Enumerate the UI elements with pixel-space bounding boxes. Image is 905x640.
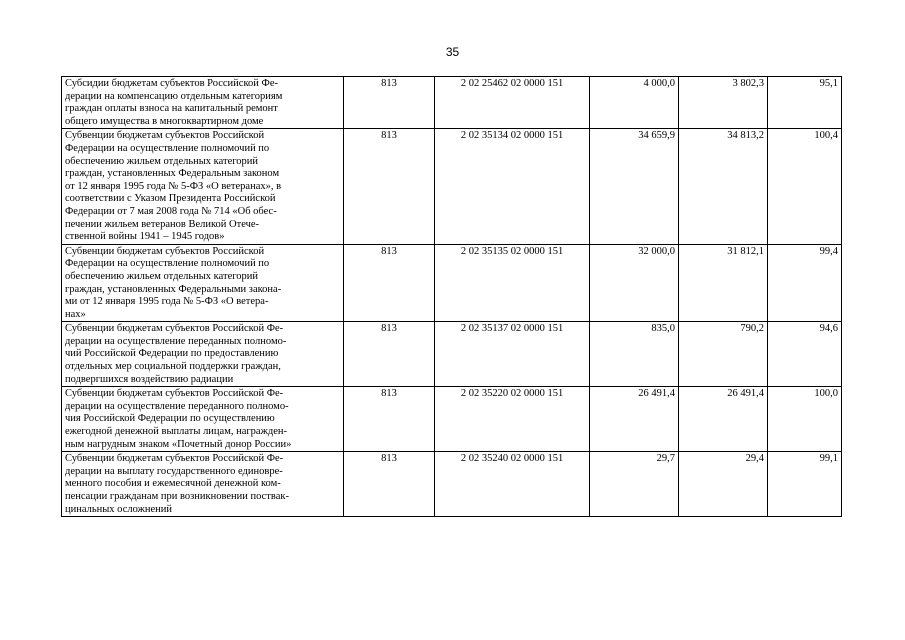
plan-amount-cell: 835,0 (590, 322, 679, 387)
description-line: отдельных мер социальной поддержки граждан, (65, 361, 281, 373)
execution-percent-cell: 95,1 (768, 77, 842, 129)
execution-percent-cell: 99,4 (768, 244, 842, 322)
description-line: Субвенции бюджетам субъектов Российской Фе- (65, 323, 284, 335)
execution-percent-cell: 100,4 (768, 129, 842, 244)
income-description (62, 387, 344, 452)
description-line: Субвенции бюджетам субъектов Российской Фе- (65, 388, 284, 400)
table-row (62, 452, 842, 517)
description-line: Субвенции бюджетам субъектов Российской (65, 245, 265, 257)
execution-percent-cell: 99,1 (768, 452, 842, 517)
description-line: общего имущества в многоквартирном доме (65, 115, 264, 127)
budget-classification-code-cell: 2 02 35137 02 0000 151 (435, 322, 590, 387)
description-line: Субсидии бюджетам субъектов Российской Фе- (65, 78, 278, 89)
table-row (62, 387, 842, 452)
actual-amount-cell: 29,4 (679, 452, 768, 517)
description-line: нах» (65, 308, 86, 320)
description-line: обеспечению жильем отдельных категорий (65, 270, 259, 282)
plan-amount-cell: 34 659,9 (590, 129, 679, 244)
description-line: дерации на осуществление переданных полномо- (65, 335, 287, 347)
description-line: Федерации от 7 мая 2008 года № 714 «Об обес- (65, 205, 277, 217)
description-line: ным нагрудным знаком «Почетный донор России» (65, 438, 292, 450)
admin-code-cell: 813 (344, 387, 435, 452)
description-line: чия Российской Федерации по осуществлению (65, 413, 275, 425)
description-line: Федерации на осуществление полномочий по (65, 142, 270, 154)
description-line: дерации на осуществление переданного полномо- (65, 400, 289, 412)
description-line: менного пособия и ежемесячной денежной ком- (65, 478, 281, 490)
description-line: ственной войны 1941 – 1945 годов» (65, 231, 225, 243)
execution-percent-cell: 94,6 (768, 322, 842, 387)
income-description (62, 322, 344, 387)
plan-amount-cell: 4 000,0 (590, 77, 679, 129)
description-line: дерации на выплату государственного единовре- (65, 465, 283, 477)
description-line: чий Российской Федерации по предоставлению (65, 348, 279, 360)
admin-code-cell: 813 (344, 322, 435, 387)
description-line: Федерации на осуществление полномочий по (65, 258, 270, 270)
admin-code-cell: 813 (344, 244, 435, 322)
execution-percent-cell: 100,0 (768, 387, 842, 452)
actual-amount-cell: 790,2 (679, 322, 768, 387)
description-line: граждан, установленных Федеральным законом (65, 168, 280, 180)
table-row (62, 244, 842, 322)
income-description (62, 452, 344, 517)
admin-code-cell: 813 (344, 452, 435, 517)
description-line: ми от 12 января 1995 года № 5-ФЗ «О ветера- (65, 296, 269, 308)
description-line: дерации на компенсацию отдельным категориям (65, 90, 283, 102)
description-line: цинальных осложнений (65, 503, 172, 515)
description-line: подвергшихся воздействию радиации (65, 373, 234, 385)
description-line: Субвенции бюджетам субъектов Российской (65, 130, 265, 142)
income-description (62, 129, 344, 244)
plan-amount-cell: 29,7 (590, 452, 679, 517)
actual-amount-cell: 3 802,3 (679, 77, 768, 129)
budget-classification-code-cell: 2 02 25462 02 0000 151 (435, 77, 590, 129)
actual-amount-cell: 34 813,2 (679, 129, 768, 244)
description-line: ежегодной денежной выплаты лицам, награжден- (65, 426, 287, 438)
admin-code-cell: 813 (344, 77, 435, 129)
income-description (62, 77, 344, 129)
budget-classification-code-cell: 2 02 35240 02 0000 151 (435, 452, 590, 517)
description-line: соответствии с Указом Президента Российской (65, 193, 276, 205)
actual-amount-cell: 31 812,1 (679, 244, 768, 322)
budget-classification-code-cell: 2 02 35220 02 0000 151 (435, 387, 590, 452)
plan-amount-cell: 32 000,0 (590, 244, 679, 322)
table-row (62, 129, 842, 244)
page-number: 35 (445, 45, 460, 59)
description-line: пенсации гражданам при возникновении поствак- (65, 491, 289, 502)
description-line: печении жильем ветеранов Великой Отече- (65, 218, 260, 230)
income-description (62, 244, 344, 322)
budget-table (61, 76, 842, 517)
description-line: Субвенции бюджетам субъектов Российской Фе- (65, 453, 284, 465)
description-line: граждан оплаты взноса на капитальный ремонт (65, 103, 278, 115)
budget-classification-code-cell: 2 02 35135 02 0000 151 (435, 244, 590, 322)
actual-amount-cell: 26 491,4 (679, 387, 768, 452)
budget-classification-code-cell: 2 02 35134 02 0000 151 (435, 129, 590, 244)
description-line: от 12 января 1995 года № 5-ФЗ «О ветеранах», в (65, 180, 282, 192)
table-body (62, 77, 842, 517)
table-row (62, 322, 842, 387)
description-line: обеспечению жильем отдельных категорий (65, 155, 259, 167)
plan-amount-cell: 26 491,4 (590, 387, 679, 452)
description-line: граждан, установленных Федеральными закона- (65, 283, 282, 295)
admin-code-cell: 813 (344, 129, 435, 244)
table-row (62, 77, 842, 129)
